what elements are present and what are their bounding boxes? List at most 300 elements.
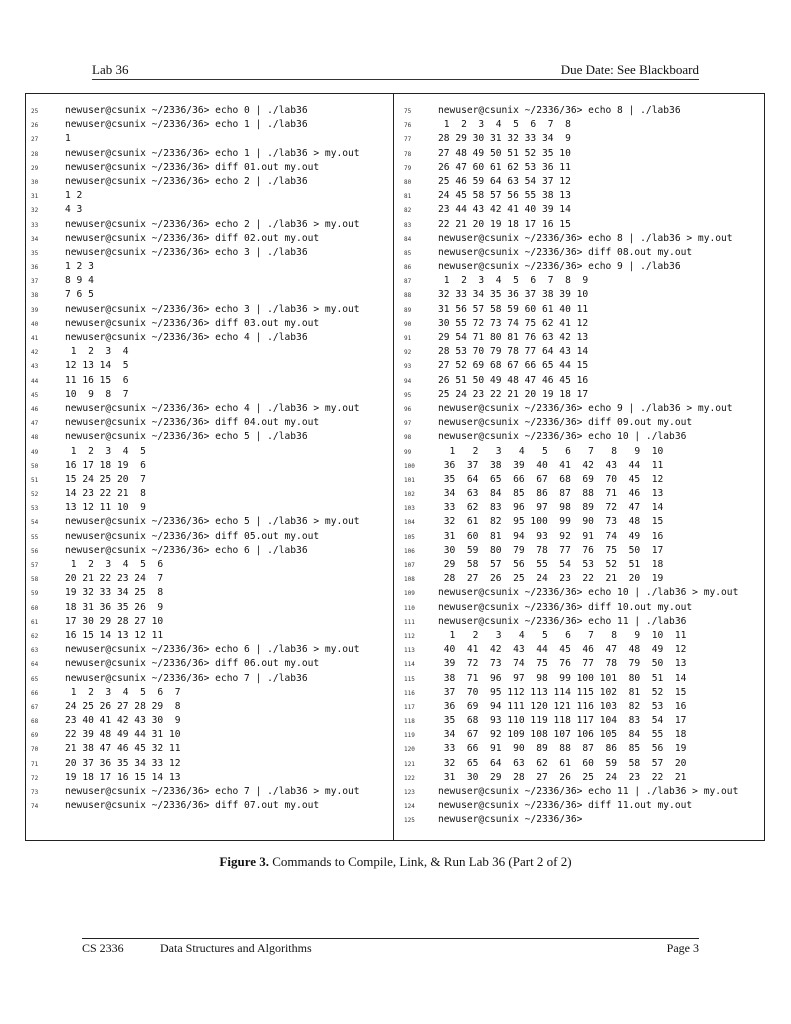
line-text: 38 71 96 97 98 99 100 101 80 51 14 bbox=[438, 672, 687, 684]
listing-line bbox=[404, 813, 759, 827]
line-text: 36 69 94 111 120 121 116 103 82 53 16 bbox=[438, 700, 687, 712]
listing-line bbox=[31, 430, 386, 444]
line-number: 67 bbox=[31, 703, 39, 711]
line-text: 35 68 93 110 119 118 117 104 83 54 17 bbox=[438, 715, 687, 727]
line-text: 20 21 22 23 24 7 bbox=[65, 573, 164, 585]
listing-line bbox=[404, 572, 759, 586]
line-text: newuser@csunix ~/2336/36> echo 9 | ./lab36 > my.out bbox=[438, 402, 733, 414]
line-number: 48 bbox=[31, 434, 39, 442]
line-text: 28 27 26 25 24 23 22 21 20 19 bbox=[438, 573, 664, 585]
listing-line bbox=[404, 487, 759, 501]
listing-line bbox=[31, 203, 386, 217]
line-text: newuser@csunix ~/2336/36> echo 7 | ./lab36 > my.out bbox=[65, 786, 360, 797]
listing-line bbox=[31, 345, 386, 359]
line-text: 1 2 3 4 5 6 bbox=[65, 559, 164, 570]
line-text: newuser@csunix ~/2336/36> echo 4 | ./lab36 > my.out bbox=[65, 402, 360, 414]
listing-line bbox=[404, 785, 759, 799]
figure-caption-text: Commands to Compile, Link, & Run Lab 36 (Part 2 of 2) bbox=[269, 854, 572, 869]
line-number: 78 bbox=[404, 150, 412, 158]
listing-line bbox=[404, 601, 759, 615]
line-text: 15 24 25 20 7 bbox=[65, 473, 146, 485]
line-number: 122 bbox=[404, 774, 415, 782]
line-text: newuser@csunix ~/2336/36> diff 09.out my.out bbox=[438, 417, 693, 429]
line-text: 33 66 91 90 89 88 87 86 85 56 19 bbox=[438, 743, 687, 755]
line-text: 20 37 36 35 34 33 12 bbox=[65, 757, 181, 769]
line-text: newuser@csunix ~/2336/36> echo 5 | ./lab36 > my.out bbox=[65, 516, 360, 528]
line-number: 42 bbox=[31, 349, 39, 357]
line-number: 94 bbox=[404, 377, 412, 385]
line-text: newuser@csunix ~/2336/36> echo 4 | ./lab36 bbox=[65, 332, 308, 343]
listing-line bbox=[404, 515, 759, 529]
line-text: 24 25 26 27 28 29 8 bbox=[65, 700, 181, 712]
line-text: 31 60 81 94 93 92 91 74 49 16 bbox=[438, 530, 664, 542]
line-text: 1 2 3 4 bbox=[65, 346, 129, 358]
line-number: 47 bbox=[31, 420, 39, 428]
line-text: 16 17 18 19 6 bbox=[65, 459, 146, 471]
listing-line bbox=[31, 303, 386, 317]
line-number: 41 bbox=[31, 335, 39, 342]
listing-line bbox=[31, 161, 386, 175]
line-text: newuser@csunix ~/2336/36> diff 07.out my.out bbox=[65, 800, 320, 812]
listing-line bbox=[404, 218, 759, 232]
line-number: 121 bbox=[404, 760, 415, 768]
listing-line bbox=[404, 799, 759, 813]
line-text: newuser@csunix ~/2336/36> diff 11.out my.out bbox=[438, 800, 693, 812]
line-text: newuser@csunix ~/2336/36> echo 3 | ./lab36 > my.out bbox=[65, 303, 360, 315]
footer-page-number: Page 3 bbox=[666, 941, 699, 955]
line-text: 1 2 3 4 5 6 7 8 bbox=[438, 119, 571, 131]
line-text: newuser@csunix ~/2336/36> echo 6 | ./lab36 bbox=[65, 544, 308, 556]
line-text: 25 24 23 22 21 20 19 18 17 bbox=[438, 388, 589, 400]
line-number: 56 bbox=[31, 547, 39, 555]
listing-line bbox=[31, 147, 386, 161]
listing-line bbox=[31, 799, 386, 813]
line-number: 110 bbox=[404, 604, 415, 612]
line-number: 59 bbox=[31, 590, 39, 598]
line-text: 33 62 83 96 97 98 89 72 47 14 bbox=[438, 502, 664, 514]
column-divider bbox=[393, 94, 394, 840]
listing-line bbox=[31, 374, 386, 388]
listing-line bbox=[404, 288, 759, 302]
listing-line bbox=[404, 203, 759, 217]
line-number: 51 bbox=[31, 476, 39, 484]
line-text: 1 bbox=[65, 133, 71, 145]
listing-line bbox=[404, 544, 759, 558]
line-text: 19 32 33 34 25 8 bbox=[65, 587, 164, 599]
figure-caption bbox=[0, 854, 791, 870]
listing-line bbox=[31, 445, 386, 459]
listing-line bbox=[31, 260, 386, 274]
line-number: 37 bbox=[31, 278, 39, 286]
listing-line bbox=[404, 317, 759, 331]
listing-line bbox=[31, 274, 386, 288]
line-number: 45 bbox=[31, 391, 39, 399]
listing-line bbox=[404, 757, 759, 771]
listing-line bbox=[31, 615, 386, 629]
line-text: 1 2 3 4 5 6 7 8 9 10 11 bbox=[438, 629, 687, 641]
line-number: 74 bbox=[31, 803, 39, 811]
listing-line bbox=[404, 104, 759, 118]
line-text: newuser@csunix ~/2336/36> diff 06.out my.out bbox=[65, 658, 320, 670]
listing-line bbox=[404, 175, 759, 189]
listing-line bbox=[31, 218, 386, 232]
listing-line bbox=[31, 728, 386, 742]
line-number: 66 bbox=[31, 689, 39, 697]
listing-line bbox=[404, 232, 759, 246]
line-text: newuser@csunix ~/2336/36> echo 11 | ./lab36 bbox=[438, 615, 687, 627]
line-text: newuser@csunix ~/2336/36> echo 2 | ./lab36 > my.out bbox=[65, 218, 360, 230]
line-number: 25 bbox=[31, 108, 39, 115]
line-text: 37 70 95 112 113 114 115 102 81 52 15 bbox=[438, 686, 687, 698]
line-number: 118 bbox=[404, 718, 415, 726]
listing-line bbox=[404, 714, 759, 728]
listing-line bbox=[31, 317, 386, 331]
line-text: 1 2 3 4 5 6 7 bbox=[65, 686, 181, 698]
line-number: 95 bbox=[404, 391, 412, 399]
line-text: 21 38 47 46 45 32 11 bbox=[65, 743, 181, 755]
listing-line bbox=[404, 558, 759, 572]
footer-course-title: Data Structures and Algorithms bbox=[160, 941, 312, 955]
listing-line bbox=[31, 331, 386, 345]
line-number: 90 bbox=[404, 320, 412, 328]
line-text: 30 55 72 73 74 75 62 41 12 bbox=[438, 317, 589, 329]
line-text: 32 61 82 95 100 99 90 73 48 15 bbox=[438, 516, 664, 528]
line-text: 10 9 8 7 bbox=[65, 388, 129, 400]
terminal-listing-frame bbox=[25, 93, 765, 841]
line-number: 98 bbox=[404, 434, 412, 442]
line-number: 26 bbox=[31, 122, 39, 130]
line-number: 61 bbox=[31, 618, 39, 626]
line-text: newuser@csunix ~/2336/36> diff 04.out my.out bbox=[65, 417, 320, 429]
listing-line bbox=[31, 572, 386, 586]
listing-line bbox=[31, 232, 386, 246]
line-number: 68 bbox=[31, 718, 39, 726]
line-text: newuser@csunix ~/2336/36> echo 6 | ./lab36 > my.out bbox=[65, 644, 360, 656]
line-number: 35 bbox=[31, 249, 39, 257]
line-number: 88 bbox=[404, 292, 412, 300]
figure-label: Figure 3. bbox=[219, 854, 269, 869]
listing-line bbox=[404, 430, 759, 444]
line-number: 103 bbox=[404, 505, 415, 513]
line-number: 34 bbox=[31, 235, 39, 243]
listing-line bbox=[404, 643, 759, 657]
listing-line bbox=[404, 530, 759, 544]
line-text: 31 30 29 28 27 26 25 24 23 22 21 bbox=[438, 771, 687, 783]
line-text: 26 51 50 49 48 47 46 45 16 bbox=[438, 374, 589, 386]
listing-line bbox=[31, 175, 386, 189]
line-text: 29 58 57 56 55 54 53 52 51 18 bbox=[438, 559, 664, 570]
line-number: 53 bbox=[31, 505, 39, 513]
line-text: newuser@csunix ~/2336/36> echo 11 | ./lab36 > my.out bbox=[438, 786, 739, 797]
listing-line bbox=[404, 189, 759, 203]
listing-line bbox=[404, 686, 759, 700]
line-number: 27 bbox=[31, 136, 39, 144]
line-text: 27 48 49 50 51 52 35 10 bbox=[438, 147, 571, 159]
line-number: 101 bbox=[404, 476, 415, 484]
listing-line bbox=[404, 459, 759, 473]
line-number: 70 bbox=[31, 746, 39, 754]
line-number: 31 bbox=[31, 193, 39, 201]
listing-column-right bbox=[404, 104, 759, 828]
line-number: 62 bbox=[31, 632, 39, 640]
line-text: 27 52 69 68 67 66 65 44 15 bbox=[438, 360, 589, 372]
line-text: newuser@csunix ~/2336/36> echo 2 | ./lab36 bbox=[65, 175, 308, 187]
line-number: 107 bbox=[404, 562, 415, 569]
line-number: 36 bbox=[31, 264, 39, 272]
listing-line bbox=[31, 601, 386, 615]
line-number: 113 bbox=[404, 647, 415, 655]
line-text: newuser@csunix ~/2336/36> echo 0 | ./lab36 bbox=[65, 105, 308, 116]
line-number: 50 bbox=[31, 462, 39, 470]
line-text: 28 53 70 79 78 77 64 43 14 bbox=[438, 346, 589, 358]
listing-line bbox=[404, 331, 759, 345]
line-number: 123 bbox=[404, 789, 415, 796]
line-number: 28 bbox=[31, 150, 39, 158]
listing-line bbox=[404, 445, 759, 459]
line-number: 87 bbox=[404, 278, 412, 286]
line-text: 30 59 80 79 78 77 76 75 50 17 bbox=[438, 544, 664, 556]
line-number: 93 bbox=[404, 363, 412, 371]
line-number: 73 bbox=[31, 789, 39, 796]
line-number: 58 bbox=[31, 576, 39, 584]
line-number: 29 bbox=[31, 164, 39, 172]
line-text: newuser@csunix ~/2336/36> echo 10 | ./lab36 > my.out bbox=[438, 587, 739, 599]
line-number: 125 bbox=[404, 817, 415, 825]
line-number: 55 bbox=[31, 533, 39, 541]
listing-line bbox=[404, 274, 759, 288]
listing-line bbox=[404, 473, 759, 487]
listing-line bbox=[404, 501, 759, 515]
listing-line bbox=[31, 586, 386, 600]
line-number: 120 bbox=[404, 746, 415, 754]
listing-line bbox=[404, 388, 759, 402]
line-text: 28 29 30 31 32 33 34 9 bbox=[438, 133, 571, 145]
line-text: 4 3 bbox=[65, 204, 83, 216]
line-text: 19 18 17 16 15 14 13 bbox=[65, 771, 181, 783]
line-number: 96 bbox=[404, 405, 412, 413]
line-text: 1 2 3 bbox=[65, 261, 94, 273]
line-number: 49 bbox=[31, 448, 39, 456]
line-number: 89 bbox=[404, 306, 412, 314]
line-number: 54 bbox=[31, 519, 39, 527]
line-text: 11 16 15 6 bbox=[65, 374, 129, 386]
line-text: 16 15 14 13 12 11 bbox=[65, 629, 164, 641]
listing-line bbox=[31, 104, 386, 118]
listing-line bbox=[31, 544, 386, 558]
listing-line bbox=[404, 586, 759, 600]
line-text: 18 31 36 35 26 9 bbox=[65, 601, 164, 613]
listing-line bbox=[31, 757, 386, 771]
line-text: newuser@csunix ~/2336/36> echo 8 | ./lab36 bbox=[438, 105, 681, 116]
line-text: 25 46 59 64 63 54 37 12 bbox=[438, 175, 571, 187]
listing-line bbox=[31, 672, 386, 686]
listing-line bbox=[31, 686, 386, 700]
header-due-date: Due Date: See Blackboard bbox=[560, 62, 699, 77]
line-text: 32 33 34 35 36 37 38 39 10 bbox=[438, 289, 589, 301]
listing-line bbox=[31, 771, 386, 785]
line-text: 36 37 38 39 40 41 42 43 44 11 bbox=[438, 459, 664, 471]
listing-line bbox=[31, 487, 386, 501]
header-lab-title: Lab 36 bbox=[92, 62, 129, 77]
listing-line bbox=[404, 118, 759, 132]
line-number: 38 bbox=[31, 292, 39, 300]
page-header bbox=[92, 60, 699, 80]
line-number: 102 bbox=[404, 491, 415, 499]
line-text: 29 54 71 80 81 76 63 42 13 bbox=[438, 332, 589, 343]
line-number: 97 bbox=[404, 420, 412, 428]
line-text: 39 72 73 74 75 76 77 78 79 50 13 bbox=[438, 658, 687, 670]
listing-line bbox=[31, 742, 386, 756]
listing-line bbox=[31, 459, 386, 473]
line-number: 109 bbox=[404, 590, 415, 598]
listing-line bbox=[404, 629, 759, 643]
listing-line bbox=[404, 728, 759, 742]
listing-line bbox=[31, 530, 386, 544]
line-number: 63 bbox=[31, 647, 39, 655]
listing-line bbox=[404, 303, 759, 317]
listing-line bbox=[404, 742, 759, 756]
line-number: 57 bbox=[31, 562, 39, 569]
line-number: 39 bbox=[31, 306, 39, 314]
listing-line bbox=[404, 374, 759, 388]
line-number: 111 bbox=[404, 618, 415, 626]
line-number: 86 bbox=[404, 264, 412, 272]
line-number: 44 bbox=[31, 377, 39, 385]
line-number: 91 bbox=[404, 335, 412, 342]
listing-line bbox=[31, 501, 386, 515]
line-number: 32 bbox=[31, 207, 39, 215]
listing-line bbox=[404, 359, 759, 373]
line-text: 12 13 14 5 bbox=[65, 360, 129, 372]
line-number: 77 bbox=[404, 136, 412, 144]
listing-line bbox=[31, 132, 386, 146]
line-number: 115 bbox=[404, 675, 415, 683]
listing-line bbox=[404, 246, 759, 260]
line-text: newuser@csunix ~/2336/36> diff 10.out my.out bbox=[438, 601, 693, 613]
line-text: newuser@csunix ~/2336/36> echo 1 | ./lab36 > my.out bbox=[65, 147, 360, 159]
listing-line bbox=[31, 416, 386, 430]
line-number: 33 bbox=[31, 221, 39, 229]
line-number: 80 bbox=[404, 178, 412, 186]
line-number: 64 bbox=[31, 661, 39, 669]
footer-course: CS 2336 bbox=[82, 941, 124, 955]
listing-line bbox=[404, 657, 759, 671]
line-number: 92 bbox=[404, 349, 412, 357]
line-text: 26 47 60 61 62 53 36 11 bbox=[438, 161, 571, 173]
line-text: 13 12 11 10 9 bbox=[65, 502, 146, 514]
line-text: newuser@csunix ~/2336/36> echo 3 | ./lab36 bbox=[65, 246, 308, 258]
listing-line bbox=[31, 785, 386, 799]
line-number: 105 bbox=[404, 533, 415, 541]
line-text: newuser@csunix ~/2336/36> echo 10 | ./lab36 bbox=[438, 431, 687, 443]
line-text: 1 2 bbox=[65, 190, 83, 202]
listing-line bbox=[404, 132, 759, 146]
line-text: 22 39 48 49 44 31 10 bbox=[65, 729, 181, 741]
line-number: 99 bbox=[404, 448, 412, 456]
line-text: newuser@csunix ~/2336/36> bbox=[438, 814, 583, 826]
listing-line bbox=[404, 260, 759, 274]
listing-line bbox=[31, 359, 386, 373]
listing-line bbox=[31, 629, 386, 643]
line-number: 72 bbox=[31, 774, 39, 782]
listing-line bbox=[31, 189, 386, 203]
line-text: 34 67 92 109 108 107 106 105 84 55 18 bbox=[438, 729, 687, 741]
listing-column-left bbox=[31, 104, 386, 813]
page-footer bbox=[82, 938, 699, 959]
listing-line bbox=[404, 771, 759, 785]
line-number: 85 bbox=[404, 249, 412, 257]
line-text: newuser@csunix ~/2336/36> diff 08.out my.out bbox=[438, 246, 693, 258]
listing-line bbox=[404, 416, 759, 430]
line-number: 71 bbox=[31, 760, 39, 768]
listing-line bbox=[404, 345, 759, 359]
listing-line bbox=[404, 615, 759, 629]
line-text: 24 45 58 57 56 55 38 13 bbox=[438, 190, 571, 202]
listing-line bbox=[31, 246, 386, 260]
line-text: 40 41 42 43 44 45 46 47 48 49 12 bbox=[438, 644, 687, 656]
line-number: 46 bbox=[31, 405, 39, 413]
line-text: 17 30 29 28 27 10 bbox=[65, 615, 164, 627]
line-number: 79 bbox=[404, 164, 412, 172]
listing-line bbox=[31, 657, 386, 671]
line-number: 65 bbox=[31, 675, 39, 683]
line-number: 114 bbox=[404, 661, 415, 669]
line-number: 40 bbox=[31, 320, 39, 328]
line-text: 1 2 3 4 5 6 7 8 9 10 bbox=[438, 445, 664, 457]
line-text: newuser@csunix ~/2336/36> echo 1 | ./lab36 bbox=[65, 119, 308, 131]
line-number: 83 bbox=[404, 221, 412, 229]
line-text: 34 63 84 85 86 87 88 71 46 13 bbox=[438, 488, 664, 500]
listing-line bbox=[31, 558, 386, 572]
line-text: newuser@csunix ~/2336/36> echo 7 | ./lab36 bbox=[65, 672, 308, 684]
line-text: newuser@csunix ~/2336/36> echo 5 | ./lab36 bbox=[65, 431, 308, 443]
line-number: 43 bbox=[31, 363, 39, 371]
line-number: 69 bbox=[31, 732, 39, 740]
listing-line bbox=[404, 161, 759, 175]
line-number: 60 bbox=[31, 604, 39, 612]
line-number: 117 bbox=[404, 703, 415, 711]
listing-line bbox=[31, 388, 386, 402]
line-text: newuser@csunix ~/2336/36> diff 05.out my.out bbox=[65, 530, 320, 542]
line-number: 116 bbox=[404, 689, 415, 697]
listing-line bbox=[404, 147, 759, 161]
line-number: 112 bbox=[404, 632, 415, 640]
listing-line bbox=[31, 118, 386, 132]
listing-line bbox=[404, 672, 759, 686]
line-text: newuser@csunix ~/2336/36> echo 8 | ./lab36 > my.out bbox=[438, 232, 733, 244]
listing-line bbox=[31, 700, 386, 714]
line-text: 8 9 4 bbox=[65, 275, 94, 287]
line-text: newuser@csunix ~/2336/36> diff 01.out my.out bbox=[65, 161, 320, 173]
listing-line bbox=[404, 402, 759, 416]
line-text: 22 21 20 19 18 17 16 15 bbox=[438, 218, 571, 230]
listing-line bbox=[31, 714, 386, 728]
line-number: 82 bbox=[404, 207, 412, 215]
line-number: 81 bbox=[404, 193, 412, 201]
line-text: 31 56 57 58 59 60 61 40 11 bbox=[438, 303, 589, 315]
line-text: 23 40 41 42 43 30 9 bbox=[65, 715, 181, 727]
line-text: 23 44 43 42 41 40 39 14 bbox=[438, 204, 571, 216]
listing-line bbox=[31, 515, 386, 529]
line-number: 30 bbox=[31, 178, 39, 186]
line-text: 1 2 3 4 5 6 7 8 9 bbox=[438, 275, 589, 287]
line-text: 14 23 22 21 8 bbox=[65, 488, 146, 500]
listing-line bbox=[404, 700, 759, 714]
line-text: 32 65 64 63 62 61 60 59 58 57 20 bbox=[438, 757, 687, 769]
line-number: 124 bbox=[404, 803, 415, 811]
line-text: newuser@csunix ~/2336/36> echo 9 | ./lab36 bbox=[438, 261, 681, 273]
line-number: 108 bbox=[404, 576, 415, 584]
